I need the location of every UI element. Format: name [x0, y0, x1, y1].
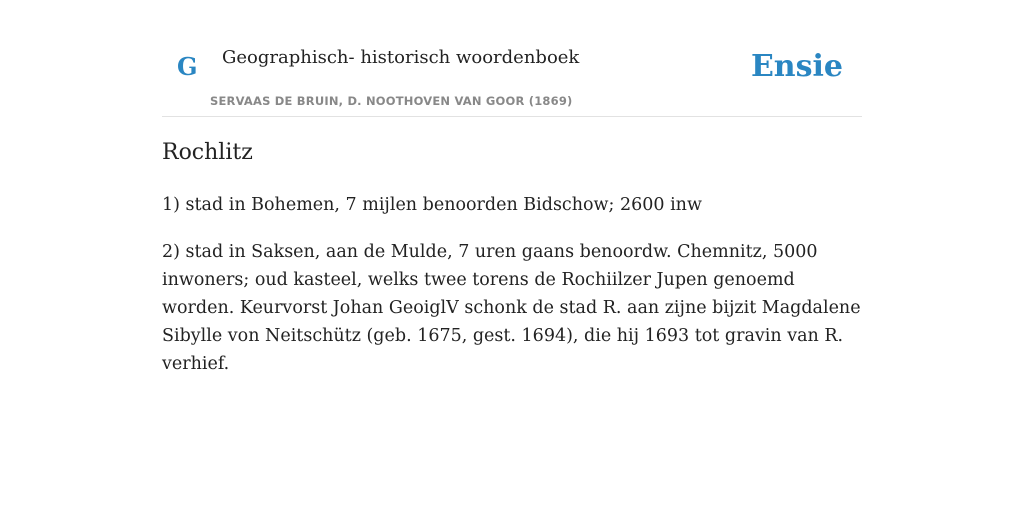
book-title[interactable]: Geographisch- historisch woordenboek [222, 47, 580, 68]
book-logo-icon[interactable]: G [177, 52, 198, 81]
book-authors: SERVAAS DE BRUIN, D. NOOTHOVEN VAN GOOR (1869) [210, 94, 573, 108]
entry-paragraph: 2) stad in Saksen, aan de Mulde, 7 uren gaans benoordw. Chemnitz, 5000 inwoners; oud kasteel, welks twee torens de Rochiilzer Jupen genoemd worden. Keurvorst Johan GeoiglV schonk de stad R. aan zijne bijzit Magdalene Sibylle von Neitschütz (geb. 1675, gest. 1694), die hij 1693 tot gravin van R. verhief. [162, 241, 861, 374]
ensie-logo[interactable]: Ensie [750, 49, 843, 84]
entry-content [162, 138, 862, 378]
entry-title: Rochlitz [162, 140, 253, 165]
page-header [162, 0, 862, 117]
entry-paragraph: 1) stad in Bohemen, 7 mijlen benoorden Bidschow; 2600 inw [162, 194, 702, 215]
